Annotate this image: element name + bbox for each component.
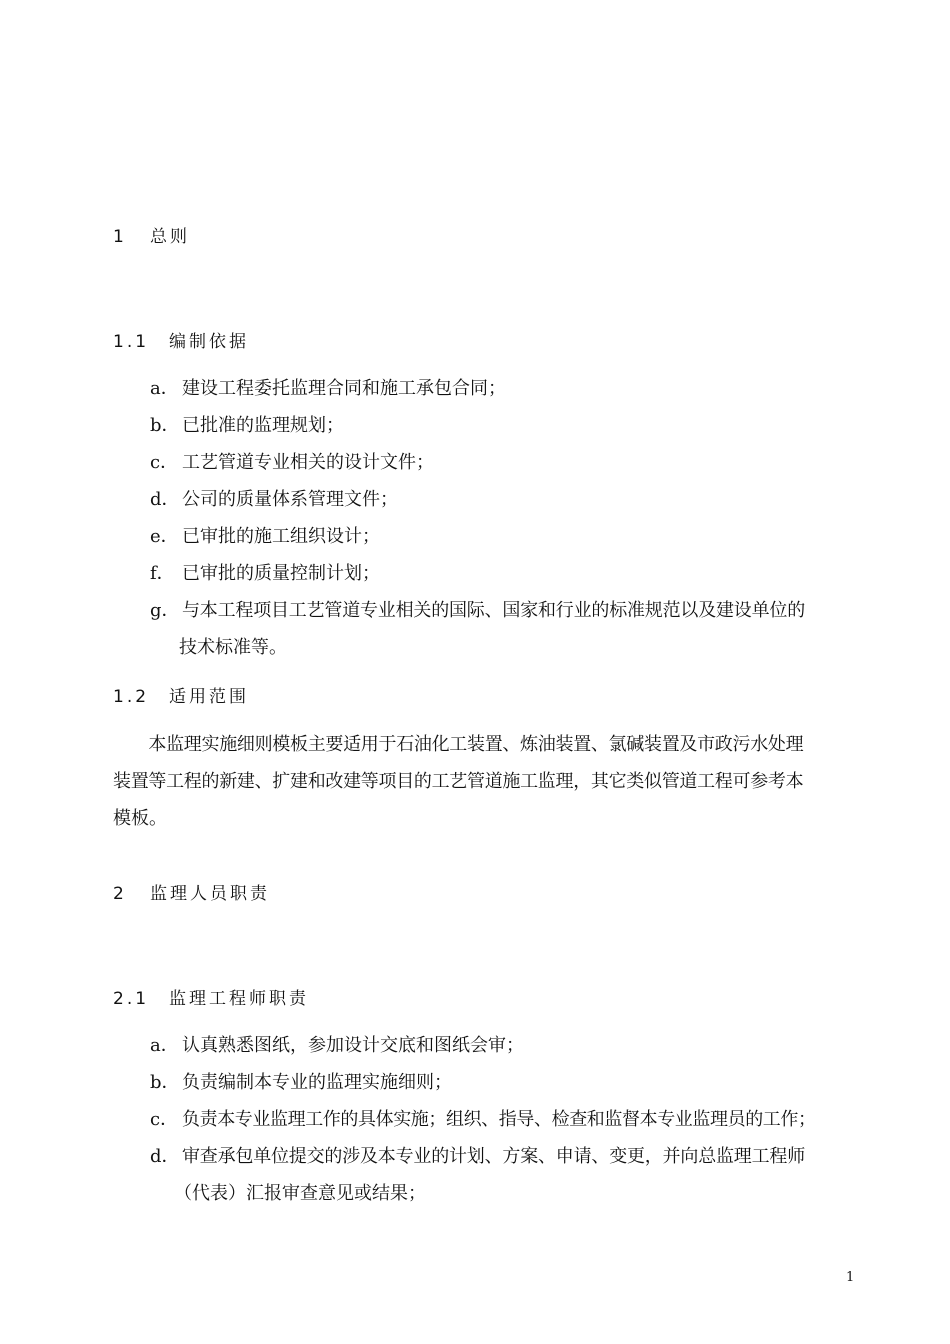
list-item-text: 负责本专业监理工作的具体实施；组织、指导、检查和监督本专业监理员的工作；: [182, 1109, 816, 1130]
list-marker: d．: [150, 489, 180, 510]
list-item-text: 已审批的施工组织设计；: [182, 526, 380, 547]
section-title: 监理工程师职责: [169, 989, 309, 1009]
list-item-text: 负责编制本专业的监理实施细则；: [182, 1072, 452, 1093]
section-heading-1-1: [113, 332, 249, 352]
section-heading-2: [113, 884, 270, 904]
list-item-text: 公司的质量体系管理文件；: [182, 489, 398, 510]
list-item: [150, 444, 860, 481]
list-item-text: 审查承包单位提交的涉及本专业的计划、方案、申请、变更，并向总监理工程师: [182, 1146, 805, 1167]
list-marker: a．: [150, 378, 179, 399]
list-marker: b．: [150, 415, 180, 436]
page-number: 1: [846, 1270, 855, 1285]
section-number: 2: [113, 884, 127, 904]
list-item: [150, 1064, 860, 1101]
section-number: 1.1: [113, 332, 150, 352]
paragraph-line: 本监理实施细则模板主要适用于石油化工装置、炼油装置、氯碱装置及市政污水处理: [113, 734, 804, 755]
list-item: [150, 555, 860, 592]
list-item: [150, 481, 860, 518]
list-item: [150, 1101, 860, 1138]
list-marker: f．: [150, 563, 175, 584]
list-item-text-continued: 技术标准等。: [179, 637, 287, 658]
list-item-text: 建设工程委托监理合同和施工承包合同；: [182, 378, 506, 399]
list-item-text: 与本工程项目工艺管道专业相关的国际、国家和行业的标准规范以及建设单位的: [182, 600, 805, 621]
list-marker: g．: [150, 600, 180, 621]
list-marker: a．: [150, 1035, 179, 1056]
list-marker: c．: [150, 1109, 179, 1130]
section-heading-1-2: [113, 687, 249, 707]
section-title: 总则: [150, 227, 190, 247]
section-number: 2.1: [113, 989, 150, 1009]
section-number: 1.2: [113, 687, 150, 707]
paragraph: [113, 726, 853, 837]
paragraph-line: 模板。: [113, 808, 167, 829]
section-heading-2-1: [113, 989, 309, 1009]
list-item-text: 工艺管道专业相关的设计文件；: [182, 452, 434, 473]
paragraph-line: 装置等工程的新建、扩建和改建等项目的工艺管道施工监理，其它类似管道工程可参考本: [113, 771, 804, 792]
list-marker: c．: [150, 452, 179, 473]
section-heading-1: [113, 227, 190, 247]
list-item-text: 认真熟悉图纸，参加设计交底和图纸会审；: [182, 1035, 524, 1056]
list-item: [150, 370, 860, 407]
section-title: 编制依据: [169, 332, 249, 352]
list-item-text-continued: （代表）汇报审查意见或结果；: [174, 1183, 426, 1204]
list-marker: e．: [150, 526, 179, 547]
list-marker: b．: [150, 1072, 180, 1093]
list-marker: d．: [150, 1146, 180, 1167]
list-item: [150, 407, 860, 444]
list-item-text: 已批准的监理规划；: [182, 415, 344, 436]
list-item-text: 已审批的质量控制计划；: [182, 563, 380, 584]
section-title: 监理人员职责: [150, 884, 270, 904]
section-number: 1: [113, 227, 127, 247]
list-item: [150, 518, 860, 555]
section-title: 适用范围: [169, 687, 249, 707]
list-item: [150, 592, 860, 666]
list-item: [150, 1138, 860, 1212]
list-item: [150, 1027, 860, 1064]
